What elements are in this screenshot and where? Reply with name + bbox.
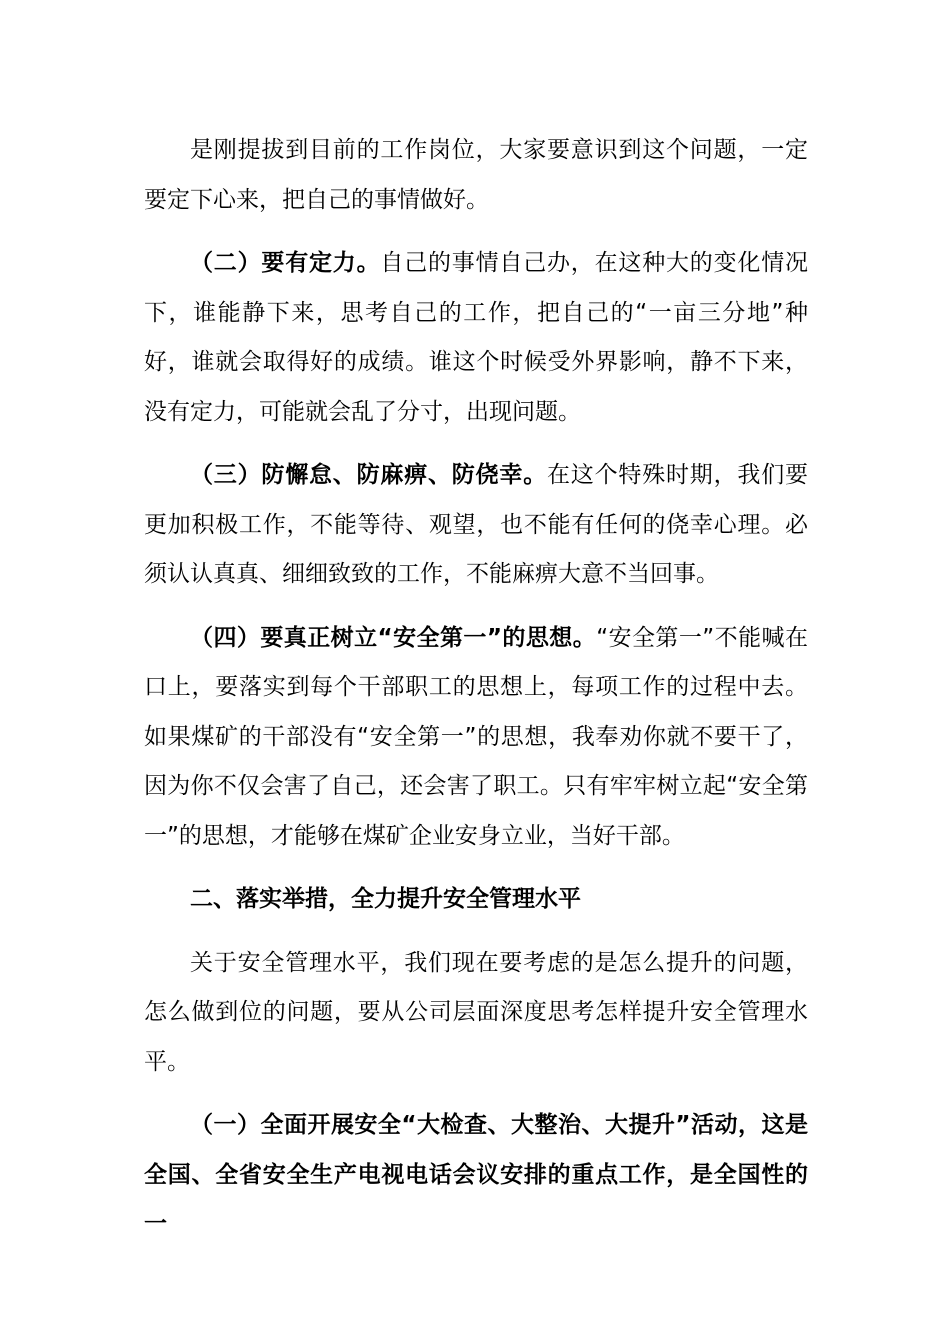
section-intro: 关于安全管理水平，我们现在要考虑的是怎么提升的问题，怎么做到位的问题，要从公司层面深度思考怎样提升安全管理水平。	[144, 949, 808, 1075]
section-heading: 二、落实举措，全力提升安全管理水平	[190, 886, 581, 912]
document-page	[144, 126, 808, 1250]
paragraph-body: 自己的事情自己办，在这种大的变化情况下，谁能静下来，思考自己的工作，把自己的“一亩三分地”种好，谁就会取得好的成绩。谁这个时候受外界影响，静不下来，没有定力，可能就会乱了分寸，出现问题。	[144, 250, 809, 425]
paragraph-ding-li	[144, 239, 808, 437]
paragraph-lead: （二）要有定力。	[190, 250, 381, 276]
closing-bold-paragraph: （一）全面开展安全“大检查、大整治、大提升”活动，这是全国、全省安全生产电视电话会议安排的重点工作，是全国性的一	[144, 1112, 808, 1237]
paragraph-lead: （三）防懈怠、防麻痹、防侥幸。	[190, 462, 547, 488]
paragraph-anquan-diyi	[144, 614, 808, 862]
paragraph-body: “安全第一”不能喊在口上，要落实到每个干部职工的思想上，每项工作的过程中去。如果煤矿的干部没有“安全第一”的思想，我奉劝你就不要干了，因为你不仅会害了自己，还会害了职工。只有牢牢树立起“安全第一”的思想，才能够在煤矿企业安身立业，当好干部。	[144, 624, 808, 849]
paragraph-lead: （四）要真正树立“安全第一”的思想。	[190, 624, 597, 651]
paragraph-continuation	[144, 126, 808, 225]
paragraph-body: 在这个特殊时期，我们要更加积极工作，不能等待、观望，也不能有任何的侥幸心理。必须认认真真、细细致致的工作，不能麻痹大意不当回事。	[144, 462, 809, 587]
paragraph-fang-xie-dai	[144, 451, 808, 600]
paragraph-body: 是刚提拔到目前的工作岗位，大家要意识到这个问题，一定要定下心来，把自己的事情做好。	[144, 137, 808, 213]
